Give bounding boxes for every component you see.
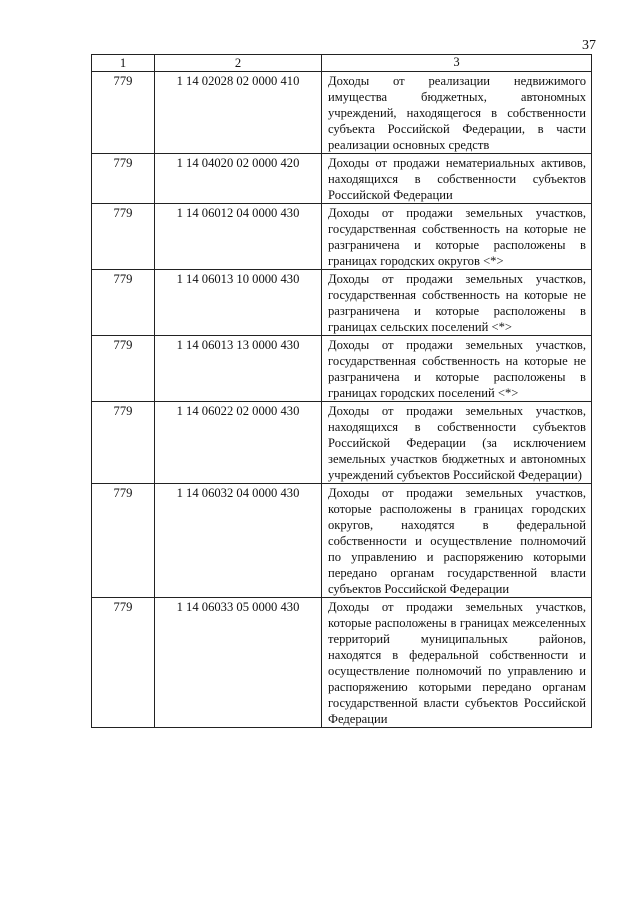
revenue-name-cell: Доходы от продажи земельных участков, которые расположены в границах межселенных территорий муниципальных районов, находятся в федеральной собственности и осуществление полномочий по управлению и распоряжению которыми передано органам государственной власти субъектов Российской Федерации xyxy=(322,598,592,728)
budget-code-cell: 1 14 04020 02 0000 420 xyxy=(155,154,322,204)
table-row xyxy=(92,336,592,402)
revenue-codes-table xyxy=(91,54,592,728)
revenue-name-cell: Доходы от продажи земельных участков, государственная собственность на которые не разграничена и которые расположены в границах городских поселений <*> xyxy=(322,336,592,402)
table-row xyxy=(92,484,592,598)
table-row xyxy=(92,204,592,270)
column-header-3: 3 xyxy=(322,55,592,72)
admin-code-cell: 779 xyxy=(92,72,155,154)
table-header-row xyxy=(92,55,592,72)
admin-code-cell: 779 xyxy=(92,402,155,484)
revenue-name-cell: Доходы от продажи земельных участков, государственная собственность на которые не разграничена и которые расположены в границах городских округов <*> xyxy=(322,204,592,270)
revenue-name-cell: Доходы от продажи земельных участков, находящихся в собственности субъектов Российской Федерации (за исключением земельных участков бюджетных и автономных учреждений субъектов Российской Федерации) xyxy=(322,402,592,484)
table-row xyxy=(92,402,592,484)
budget-code-cell: 1 14 02028 02 0000 410 xyxy=(155,72,322,154)
table-row xyxy=(92,270,592,336)
budget-code-cell: 1 14 06013 13 0000 430 xyxy=(155,336,322,402)
revenue-name-cell: Доходы от продажи нематериальных активов, находящихся в собственности субъектов Российской Федерации xyxy=(322,154,592,204)
page-number: 37 xyxy=(582,38,596,53)
column-header-1: 1 xyxy=(92,55,155,72)
admin-code-cell: 779 xyxy=(92,484,155,598)
budget-code-cell: 1 14 06032 04 0000 430 xyxy=(155,484,322,598)
admin-code-cell: 779 xyxy=(92,154,155,204)
admin-code-cell: 779 xyxy=(92,270,155,336)
table-row xyxy=(92,598,592,728)
revenue-name-cell: Доходы от продажи земельных участков, государственная собственность на которые не разграничена и которые расположены в границах сельских поселений <*> xyxy=(322,270,592,336)
admin-code-cell: 779 xyxy=(92,336,155,402)
budget-code-cell: 1 14 06022 02 0000 430 xyxy=(155,402,322,484)
revenue-name-cell: Доходы от реализации недвижимого имущества бюджетных, автономных учреждений, находящегося в собственности субъекта Российской Федерации, в части реализации основных средств xyxy=(322,72,592,154)
table-row xyxy=(92,72,592,154)
admin-code-cell: 779 xyxy=(92,204,155,270)
revenue-name-cell: Доходы от продажи земельных участков, которые расположены в границах городских округов, находятся в федеральной собственности и осуществление полномочий по управлению и распоряжению которыми передано органам государственной власти субъектов Российской Федерации xyxy=(322,484,592,598)
admin-code-cell: 779 xyxy=(92,598,155,728)
column-header-2: 2 xyxy=(155,55,322,72)
budget-code-cell: 1 14 06013 10 0000 430 xyxy=(155,270,322,336)
budget-code-cell: 1 14 06033 05 0000 430 xyxy=(155,598,322,728)
table-row xyxy=(92,154,592,204)
budget-code-cell: 1 14 06012 04 0000 430 xyxy=(155,204,322,270)
